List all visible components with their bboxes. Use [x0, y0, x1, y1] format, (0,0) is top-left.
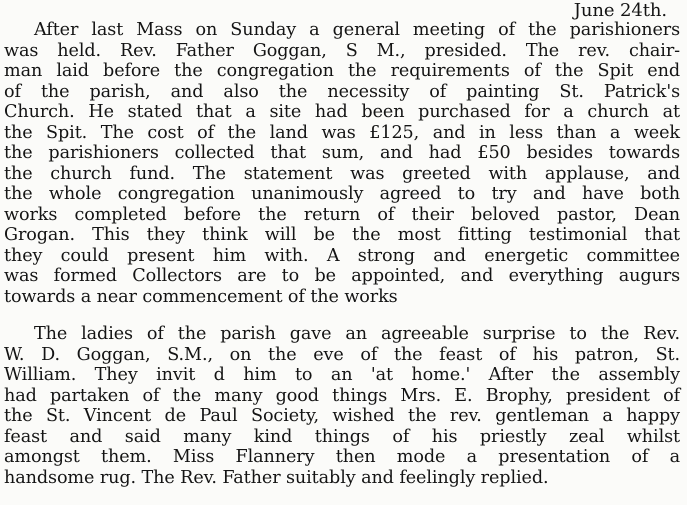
- text-line: the Spit. The cost of the land was £125, and in less than a week: [4, 122, 680, 143]
- paragraph-ladies-surprise: [4, 324, 680, 488]
- text-line: man laid before the congregation the requirements of the Spit end: [4, 61, 680, 81]
- text-line: W. D. Goggan, S.M., on the eve of the feast of his patron, St.: [4, 344, 680, 365]
- text-line: William. They invit d him to an 'at home.' After the assembly: [4, 365, 680, 385]
- text-line: the parishioners collected that sum, and had £50 besides towards: [4, 143, 680, 163]
- text-line: the St. Vincent de Paul Society, wished the rev. gentleman a happy: [4, 406, 680, 426]
- text-line: Grogan. This they think will be the most fitting testimonial that: [4, 225, 680, 245]
- text-line: the whole congregation unanimously agreed to try and have both: [4, 184, 680, 204]
- text-line: the church fund. The statement was greeted with applause, and: [4, 163, 680, 184]
- text-line: was formed Collectors are to be appointed, and everything augurs: [4, 266, 680, 286]
- text-line: of the parish, and also the necessity of painting St. Patrick's: [4, 81, 680, 102]
- text-line: feast and said many kind things of his priestly zeal whilst: [4, 426, 680, 447]
- article-date: June 24th.: [573, 0, 667, 21]
- text-line: towards a near commencement of the works: [4, 286, 398, 307]
- text-line: The ladies of the parish gave an agreeable surprise to the Rev.: [34, 324, 680, 344]
- text-line: works completed before the return of their beloved pastor, Dean: [4, 204, 680, 225]
- text-line: After last Mass on Sunday a general meeting of the parishioners: [34, 20, 680, 40]
- text-line: was held. Rev. Father Goggan, S M., presided. The rev. chair-: [4, 40, 680, 61]
- text-line: handsome rug. The Rev. Father suitably and feelingly replied.: [4, 467, 549, 488]
- text-line: had partaken of the many good things Mrs. E. Brophy, president of: [4, 385, 680, 406]
- text-line: Church. He stated that a site had been purchased for a church at: [4, 102, 680, 122]
- text-line: amongst them. Miss Flannery then mode a presentation of a: [4, 447, 680, 467]
- paragraph-parish-meeting: [4, 20, 680, 307]
- text-line: they could present him with. A strong and energetic committee: [4, 245, 680, 266]
